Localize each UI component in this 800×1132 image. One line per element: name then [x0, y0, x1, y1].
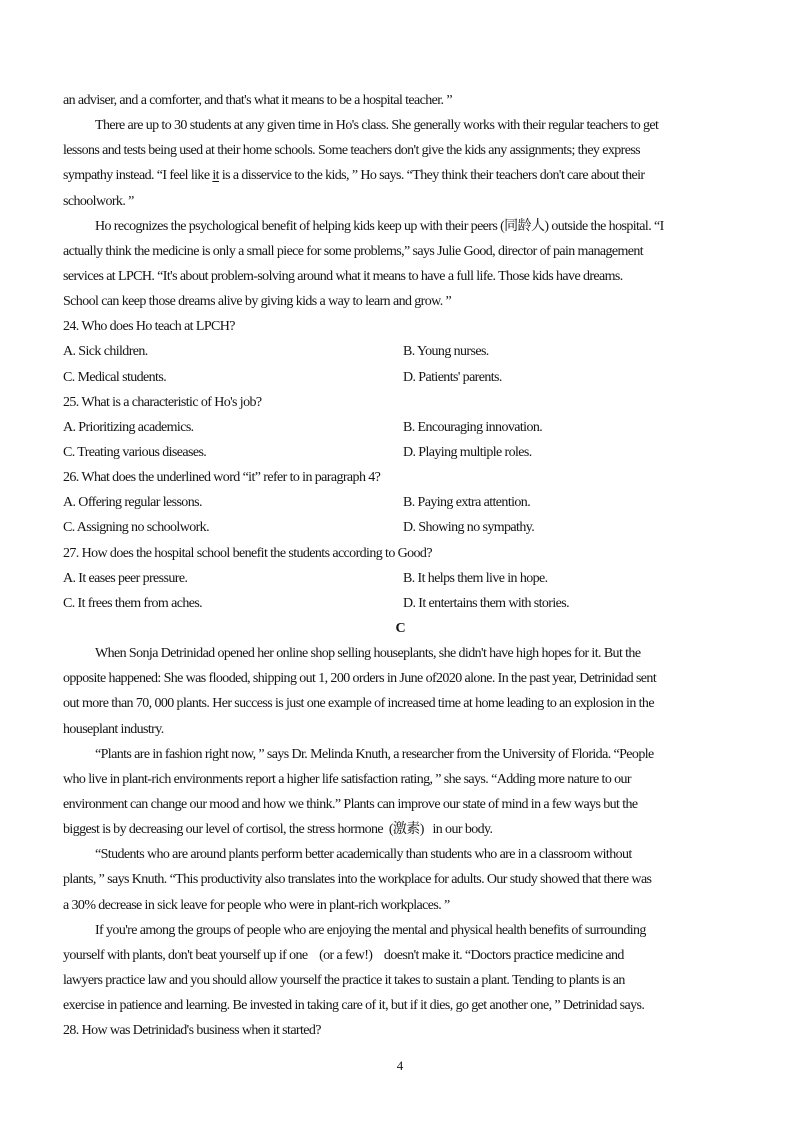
question-24-stem: 24. Who does Ho teach at LPCH? [63, 319, 235, 335]
question-27-stem: 27. How does the hospital school benefit the students according to Good? [63, 545, 432, 561]
passage-line-with-underline [63, 163, 738, 188]
question-27-options-row-1 [63, 566, 738, 591]
option-b: B. Young nurses. [403, 344, 489, 360]
option-b: B. Paying extra attention. [403, 495, 531, 511]
question-27-options-row-2 [63, 591, 738, 616]
text-segment: sympathy instead. “I feel like [63, 168, 213, 184]
question-26-options-row-2 [63, 515, 738, 540]
passage-line: lessons and tests being used at their home schools. Some teachers don't give the kids any assignments; they express [63, 143, 641, 159]
passage-line: plants, ” says Knuth. “This productivity also translates into the workplace for adults. Our study showed that there was [63, 872, 652, 888]
passage-line: an adviser, and a comforter, and that's what it means to be a hospital teacher. ” [63, 93, 452, 108]
passage-line: who live in plant-rich environments report a higher life satisfaction rating, ” she says. “Adding more nature to our [63, 771, 631, 787]
option-c: C. It frees them from aches. [63, 595, 203, 611]
passage-line: yourself with plants, don't beat yourself up if one (or a few!) doesn't make it. “Doctors practice medicine and [63, 947, 624, 963]
text-segment: is a disservice to the kids, ” Ho says. “They think their teachers don't care about their [218, 168, 645, 184]
passage-line: exercise in patience and learning. Be invested in taking care of it, but if it dies, go get another one, ” Detrinidad says. [63, 998, 645, 1014]
option-c: C. Assigning no schoolwork. [63, 520, 209, 536]
page-number: 4 [396, 1058, 404, 1073]
option-c: C. Treating various diseases. [63, 444, 207, 460]
option-d: D. Playing multiple roles. [403, 444, 532, 460]
question-24-options-row-2 [63, 365, 738, 390]
passage-line: lawyers practice law and you should allow yourself the practice it takes to sustain a plant. Tending to plants is an [63, 972, 625, 988]
question-25-options-row-2 [63, 440, 738, 465]
passage-line: services at LPCH. “It's about problem-solving around what it means to have a full life. Those kids have dreams. [63, 268, 623, 284]
section-c-heading: C [395, 620, 406, 636]
passage-line: When Sonja Detrinidad opened her online shop selling houseplants, she didn't have high hopes for it. But the [95, 646, 641, 662]
option-d: D. It entertains them with stories. [403, 595, 570, 611]
option-a: A. It eases peer pressure. [63, 570, 188, 586]
passage-line: schoolwork. ” [63, 193, 134, 209]
option-b: B. It helps them live in hope. [403, 570, 548, 586]
passage-line: opposite happened: She was flooded, shipping out 1, 200 orders in June of2020 alone. In the past year, Detrinidad sent [63, 671, 657, 687]
option-a: A. Sick children. [63, 344, 148, 360]
question-26-stem: 26. What does the underlined word “it” refer to in paragraph 4? [63, 470, 381, 486]
passage-line: Ho recognizes the psychological benefit of helping kids keep up with their peers (同龄人) outside the hospital. “I [95, 218, 664, 234]
question-25-stem: 25. What is a characteristic of Ho's job? [63, 394, 262, 410]
passage-line: actually think the medicine is only a small piece for some problems,” says Julie Good, director of pain management [63, 243, 644, 259]
passage-line: a 30% decrease in sick leave for people who were in plant-rich workplaces. ” [63, 897, 450, 913]
option-a: A. Prioritizing academics. [63, 419, 194, 435]
passage-line: houseplant industry. [63, 721, 164, 737]
option-c: C. Medical students. [63, 369, 167, 385]
passage-line: “Students who are around plants perform better academically than students who are in a classroom without [95, 847, 632, 863]
option-d: D. Showing no sympathy. [403, 520, 535, 536]
exam-text-block [63, 88, 738, 1043]
passage-line: “Plants are in fashion right now, ” says Dr. Melinda Knuth, a researcher from the University of Florida. “People [95, 746, 654, 762]
passage-line: If you're among the groups of people who are enjoying the mental and physical health benefits of surrounding [95, 922, 646, 938]
question-26-options-row-1 [63, 490, 738, 515]
option-d: D. Patients' parents. [403, 369, 502, 385]
passage-line: biggest is by decreasing our level of cortisol, the stress hormone (激素) in our body. [63, 822, 493, 838]
passage-line: environment can change our mood and how we think.” Plants can improve our state of mind in a few ways but the [63, 796, 638, 812]
question-25-options-row-1 [63, 415, 738, 440]
passage-line: School can keep those dreams alive by giving kids a way to learn and grow. ” [63, 294, 452, 310]
option-b: B. Encouraging innovation. [403, 419, 543, 435]
underlined-word: it [212, 168, 219, 184]
question-28-stem: 28. How was Detrinidad's business when it started? [63, 1023, 321, 1039]
passage-line: There are up to 30 students at any given time in Ho's class. She generally works with their regular teachers to get [95, 118, 659, 134]
question-24-options-row-1 [63, 339, 738, 364]
option-a: A. Offering regular lessons. [63, 495, 202, 511]
passage-line: out more than 70, 000 plants. Her success is just one example of increased time at home leading to an explosion in the [63, 696, 654, 712]
